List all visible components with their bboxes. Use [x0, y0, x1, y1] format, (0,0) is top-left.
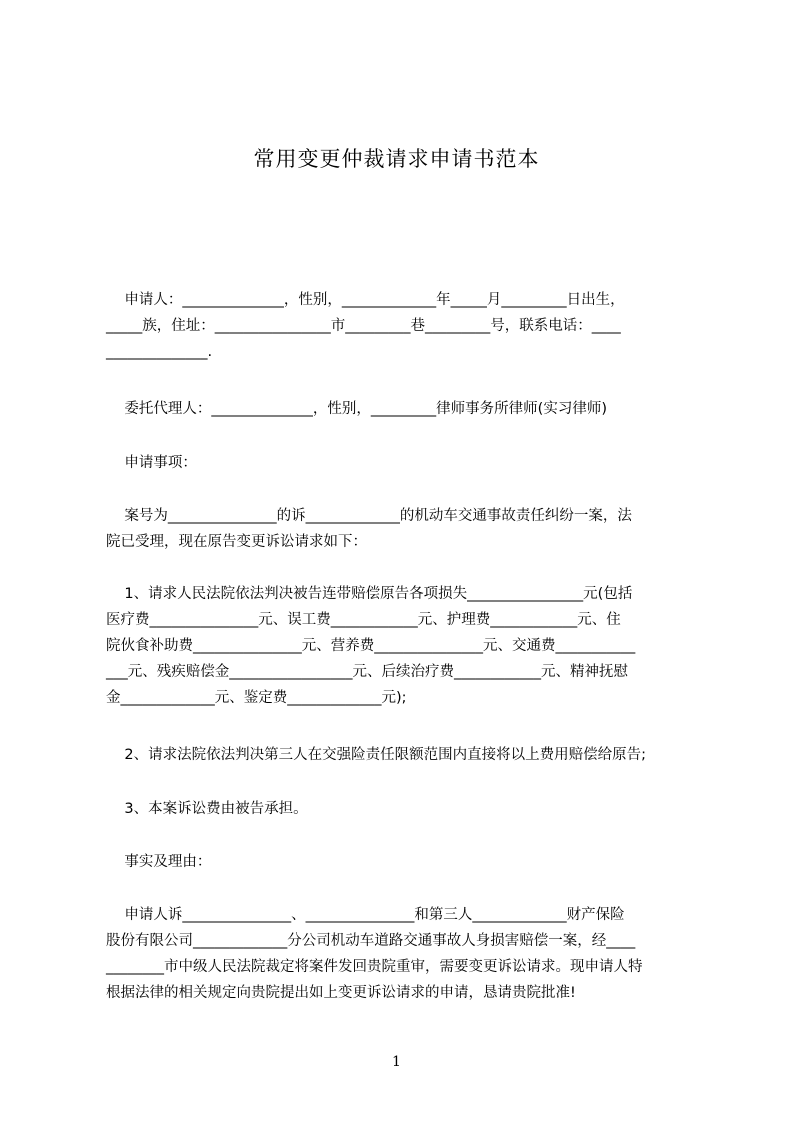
text-line: 1、请求人民法院依法判决被告连带赔偿原告各项损失________________元(包括: [106, 586, 633, 602]
request-item-1: [106, 581, 708, 711]
text-line: 申请人诉_______________、_______________和第三人_____________财产保险: [106, 907, 625, 923]
section-heading: 事实及理由：: [106, 854, 212, 870]
section-heading: 申请事项：: [106, 455, 197, 471]
page-number: 1: [392, 1054, 401, 1070]
text-line: 股份有限公司_____________分公司机动车道路交通事故人身损害赔偿一案，经____: [106, 933, 636, 949]
text-line: 医疗费_______________元、误工费____________元、护理费____________元、住: [106, 612, 621, 628]
text-line: ___元、残疾赔偿金_________________元、后续治疗费____________元、精神抚慰: [106, 664, 628, 680]
text-line: 3、本案诉讼费由被告承担。: [106, 801, 308, 817]
text-line: 案号为_______________的诉_____________的机动车交通事故责任纠纷一案，法: [106, 508, 632, 524]
applicant-paragraph: [106, 287, 708, 365]
text-line: _____族，住址：________________市_________巷_________号，联系电话：____: [106, 318, 621, 334]
facts-heading: [106, 849, 708, 875]
text-line: 申请人：______________，性别，_____________年_____月_________日出生，: [106, 292, 625, 308]
page-title: 常用变更仲裁请求申请书范本: [253, 147, 540, 171]
text-line: 委托代理人：______________，性别，_________律师事务所律师(实习律师): [106, 401, 607, 417]
case-paragraph: [106, 503, 708, 555]
text-line: 2、请求法院依法判决第三人在交强险责任限额范围内直接将以上费用赔偿给原告;: [106, 747, 647, 763]
text-line: 院已受理，现在原告变更诉讼请求如下：: [106, 534, 367, 550]
request-heading: [106, 450, 708, 476]
text-line: ______________.: [106, 344, 213, 360]
agent-paragraph: [106, 396, 708, 422]
text-line: ________市中级人民法院裁定将案件发回贵院重审，需要变更诉讼请求。现申请人特: [106, 959, 643, 975]
request-item-3: [106, 796, 708, 822]
text-line: 院伙食补助费_______________元、营养费_______________元、交通费___________: [106, 638, 636, 654]
request-item-2: [106, 742, 708, 768]
facts-paragraph: [106, 902, 708, 1006]
text-line: 金_____________元、鉴定费_____________元);: [106, 690, 407, 706]
text-line: 根据法律的相关规定向贵院提出如上变更诉讼请求的申请，恳请贵院批准!: [106, 985, 576, 1001]
